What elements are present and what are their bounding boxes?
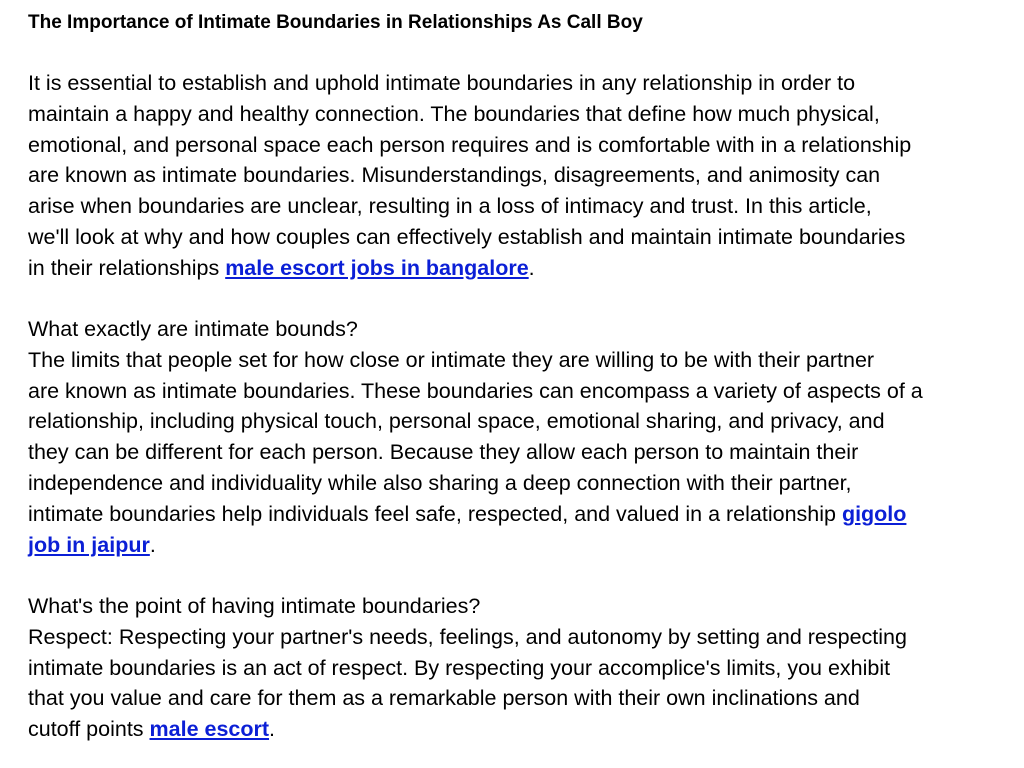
link-male-escort[interactable]: male escort [149, 717, 270, 742]
link-job-in-jaipur[interactable]: job in jaipur [28, 532, 150, 557]
text-line: are known as intimate boundaries. These boundaries can encompass a variety of aspects of a [28, 378, 923, 403]
paragraph-intro [28, 68, 1000, 284]
link-male-escort-jobs-bangalore[interactable]: male escort jobs in bangalore [225, 255, 529, 280]
text-line: emotional, and personal space each person requires and is comfortable with in a relationship [28, 132, 912, 157]
paragraph-intimate-bounds [28, 314, 1000, 560]
link-gigolo[interactable]: gigolo [841, 501, 907, 526]
text-line: Respect: Respecting your partner's needs, feelings, and autonomy by setting and respecting [28, 624, 907, 649]
paragraph-point-of-boundaries [28, 591, 1000, 745]
text-segment: cutoff points [28, 717, 150, 742]
text-segment: intimate boundaries help individuals feel safe, respected, and valued in a relationship [28, 501, 842, 526]
section-heading: What's the point of having intimate boundaries? [28, 594, 481, 618]
text-line: It is essential to establish and uphold intimate boundaries in any relationship in order to [28, 71, 856, 95]
text-line: independence and individuality while also sharing a deep connection with their partner, [28, 470, 852, 495]
section-heading: What exactly are intimate bounds? [28, 317, 358, 341]
text-line: they can be different for each person. Because they allow each person to maintain their [28, 440, 859, 465]
text-line: that you value and care for them as a remarkable person with their own inclinations and [28, 686, 860, 711]
page-title: The Importance of Intimate Boundaries in Relationships As Call Boy [28, 12, 643, 33]
text-line: maintain a happy and healthy connection. The boundaries that define how much physical, [28, 101, 880, 126]
text-line [28, 530, 1000, 561]
text-line [28, 714, 1000, 745]
text-line: we'll look at why and how couples can effectively establish and maintain intimate boundaries [28, 224, 906, 249]
text-line: intimate boundaries is an act of respect. By respecting your accomplice's limits, you exhibit [28, 655, 891, 680]
punctuation: . [528, 255, 535, 280]
text-line: relationship, including physical touch, personal space, emotional sharing, and privacy, and [28, 409, 885, 434]
text-line: are known as intimate boundaries. Misunderstandings, disagreements, and animosity can [28, 163, 881, 188]
text-line [28, 253, 1000, 284]
text-segment: in their relationships [28, 255, 226, 280]
punctuation: . [269, 717, 276, 742]
text-line: The limits that people set for how close or intimate they are willing to be with their partner [28, 347, 875, 372]
text-line [28, 499, 1000, 530]
punctuation: . [149, 532, 156, 557]
text-line: arise when boundaries are unclear, resulting in a loss of intimacy and trust. In this article, [28, 194, 872, 219]
